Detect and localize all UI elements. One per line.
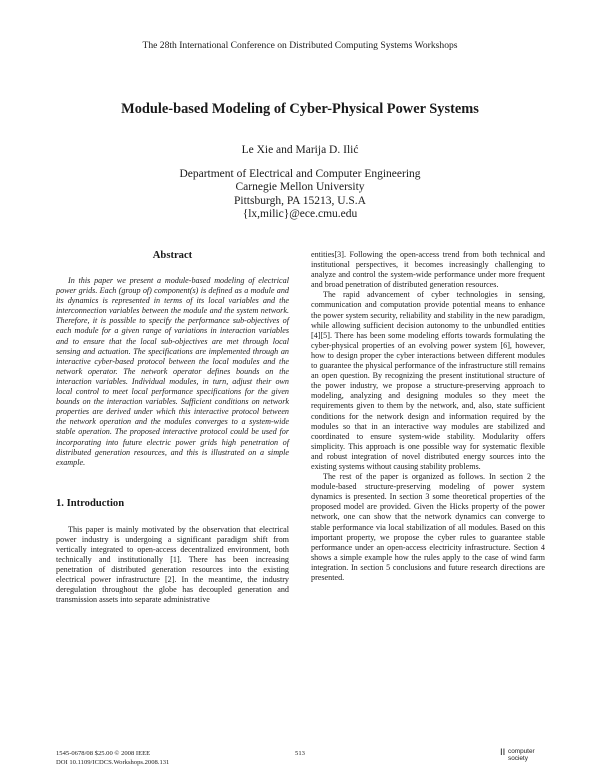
affiliation-department: Department of Electrical and Computer Engineering [179,168,421,180]
affiliation-address: Pittsburgh, PA 15213, U.S.A [234,194,366,207]
body-paragraph-organization: The rest of the paper is organized as follows. In section 2 the module-based structure-preserving modeling of power system dynamics is presented. In section 3 some theoretical properties of the proposed model are provided. Given the Hicks property of the power network, one can show that the network dynamics can converge to stable performance via local stabilization of all modules. Based on this important property, we propose the cyber rules to guarantee stable performance under an open-access electricity infrastructure. Section 4 shows a simple example how the rules apply to the case of wind farm integration. In section 5 conclusions and future research directions are presented. [311,472,545,582]
computer-society-logo-mark: II [500,748,506,758]
footer-issn: 1545-0678/08 $25.00 © 2008 IEEE [56,750,151,757]
left-column [56,250,289,606]
body-paragraph-cyber: The rapid advancement of cyber technologies in sensing, communication and computation provide potential means to enhance the power system security, reliability and stability in the new paradigm, while allowing sufficient decision autonomy to the unbundled entities [4][5]. There has been some modeling efforts towards formulating the cyber-physical properties of an evolving power system [6], however, how to design proper the cyber interactions between different modules to guarantee the physical performance of the infrastructure still remains an open question. By recognizing the present institutional structure of the power industry, we propose a structure-preserving approach to modeling, analyzing and designing modules so they meet the requirements given to them by the network, and, also, state sufficient conditions for the network design and information required by the modules so that in an interactive way modules are stabilized and coordinated to ensure system-wide stability. Modularity offers simplicity. This approach is one possible way for systematic flexible and robust integration of novel distributed energy sources into the existing systems without causing stability problems. [311,290,545,471]
page-number: 513 [295,750,305,757]
paper-authors: Le Xie and Marija D. Ilić [241,144,359,156]
affiliation-block [0,168,600,222]
affiliation-university: Carnegie Mellon University [235,181,365,194]
introduction-heading: 1. Introduction [56,497,125,509]
computer-society-logo [500,748,546,766]
affiliation-email: {lx,milic}@ece.cmu.edu [242,208,358,221]
footer-doi: DOI 10.1109/ICDCS.Workshops.2008.131 [56,758,170,766]
paper-title: Module-based Modeling of Cyber-Physical Power Systems [121,101,479,117]
right-column [311,250,545,583]
abstract-heading: Abstract [152,250,193,261]
introduction-paragraph: This paper is mainly motivated by the observation that electrical power industry is undergoing a significant paradigm shift from vertically integrated to open-access decentralized environment, both technically and institutionally [1]. There has been increasing penetration of distributed generation resources into the existing electrical power infrastructure [2]. In the meantime, the industry deregulation throughout the globe has decoupled generation and transmission assets into separate administrative [56,524,289,605]
conference-header: The 28th International Conference on Distributed Computing Systems Workshops [142,40,458,51]
abstract-text: In this paper we present a module-based modeling of electrical power grids. Each (group of) component(s) is defined as a module and its dynamics is represented in terms of its local variables and the interconnection variables between the module and the system network. Therefore, it is possible to specify the performance sub-objectives of each module for a given range of variations in interaction variables and to ensure that the local sub-objectives are met through local sensing and actuation. The specifications are implemented through an interactive cyber-based protocol between the local modules and the network operator. The network operator defines bounds on the interaction variables. Individual modules, in turn, adjust their own local control to meet local performance specifications for the given bounds on the interaction variables. Sufficient conditions on network properties are derived under which this interactive protocol between the network operation and the modules converges to a system-wide stable operation. The proposed interactive protocol could be used for incorporating into future electric power grids high penetration of distributed generation resources, and this is illustrated on a simple example. [56,276,289,467]
computer-society-logo-text: computer society [508,748,535,762]
body-paragraph-continued: entities[3]. Following the open-access trend from both technical and institutional perspectives, it becomes increasingly challenging to analyze and control the system-wide performance under more frequent and broad penetration of distributed generation resources. [311,250,545,290]
